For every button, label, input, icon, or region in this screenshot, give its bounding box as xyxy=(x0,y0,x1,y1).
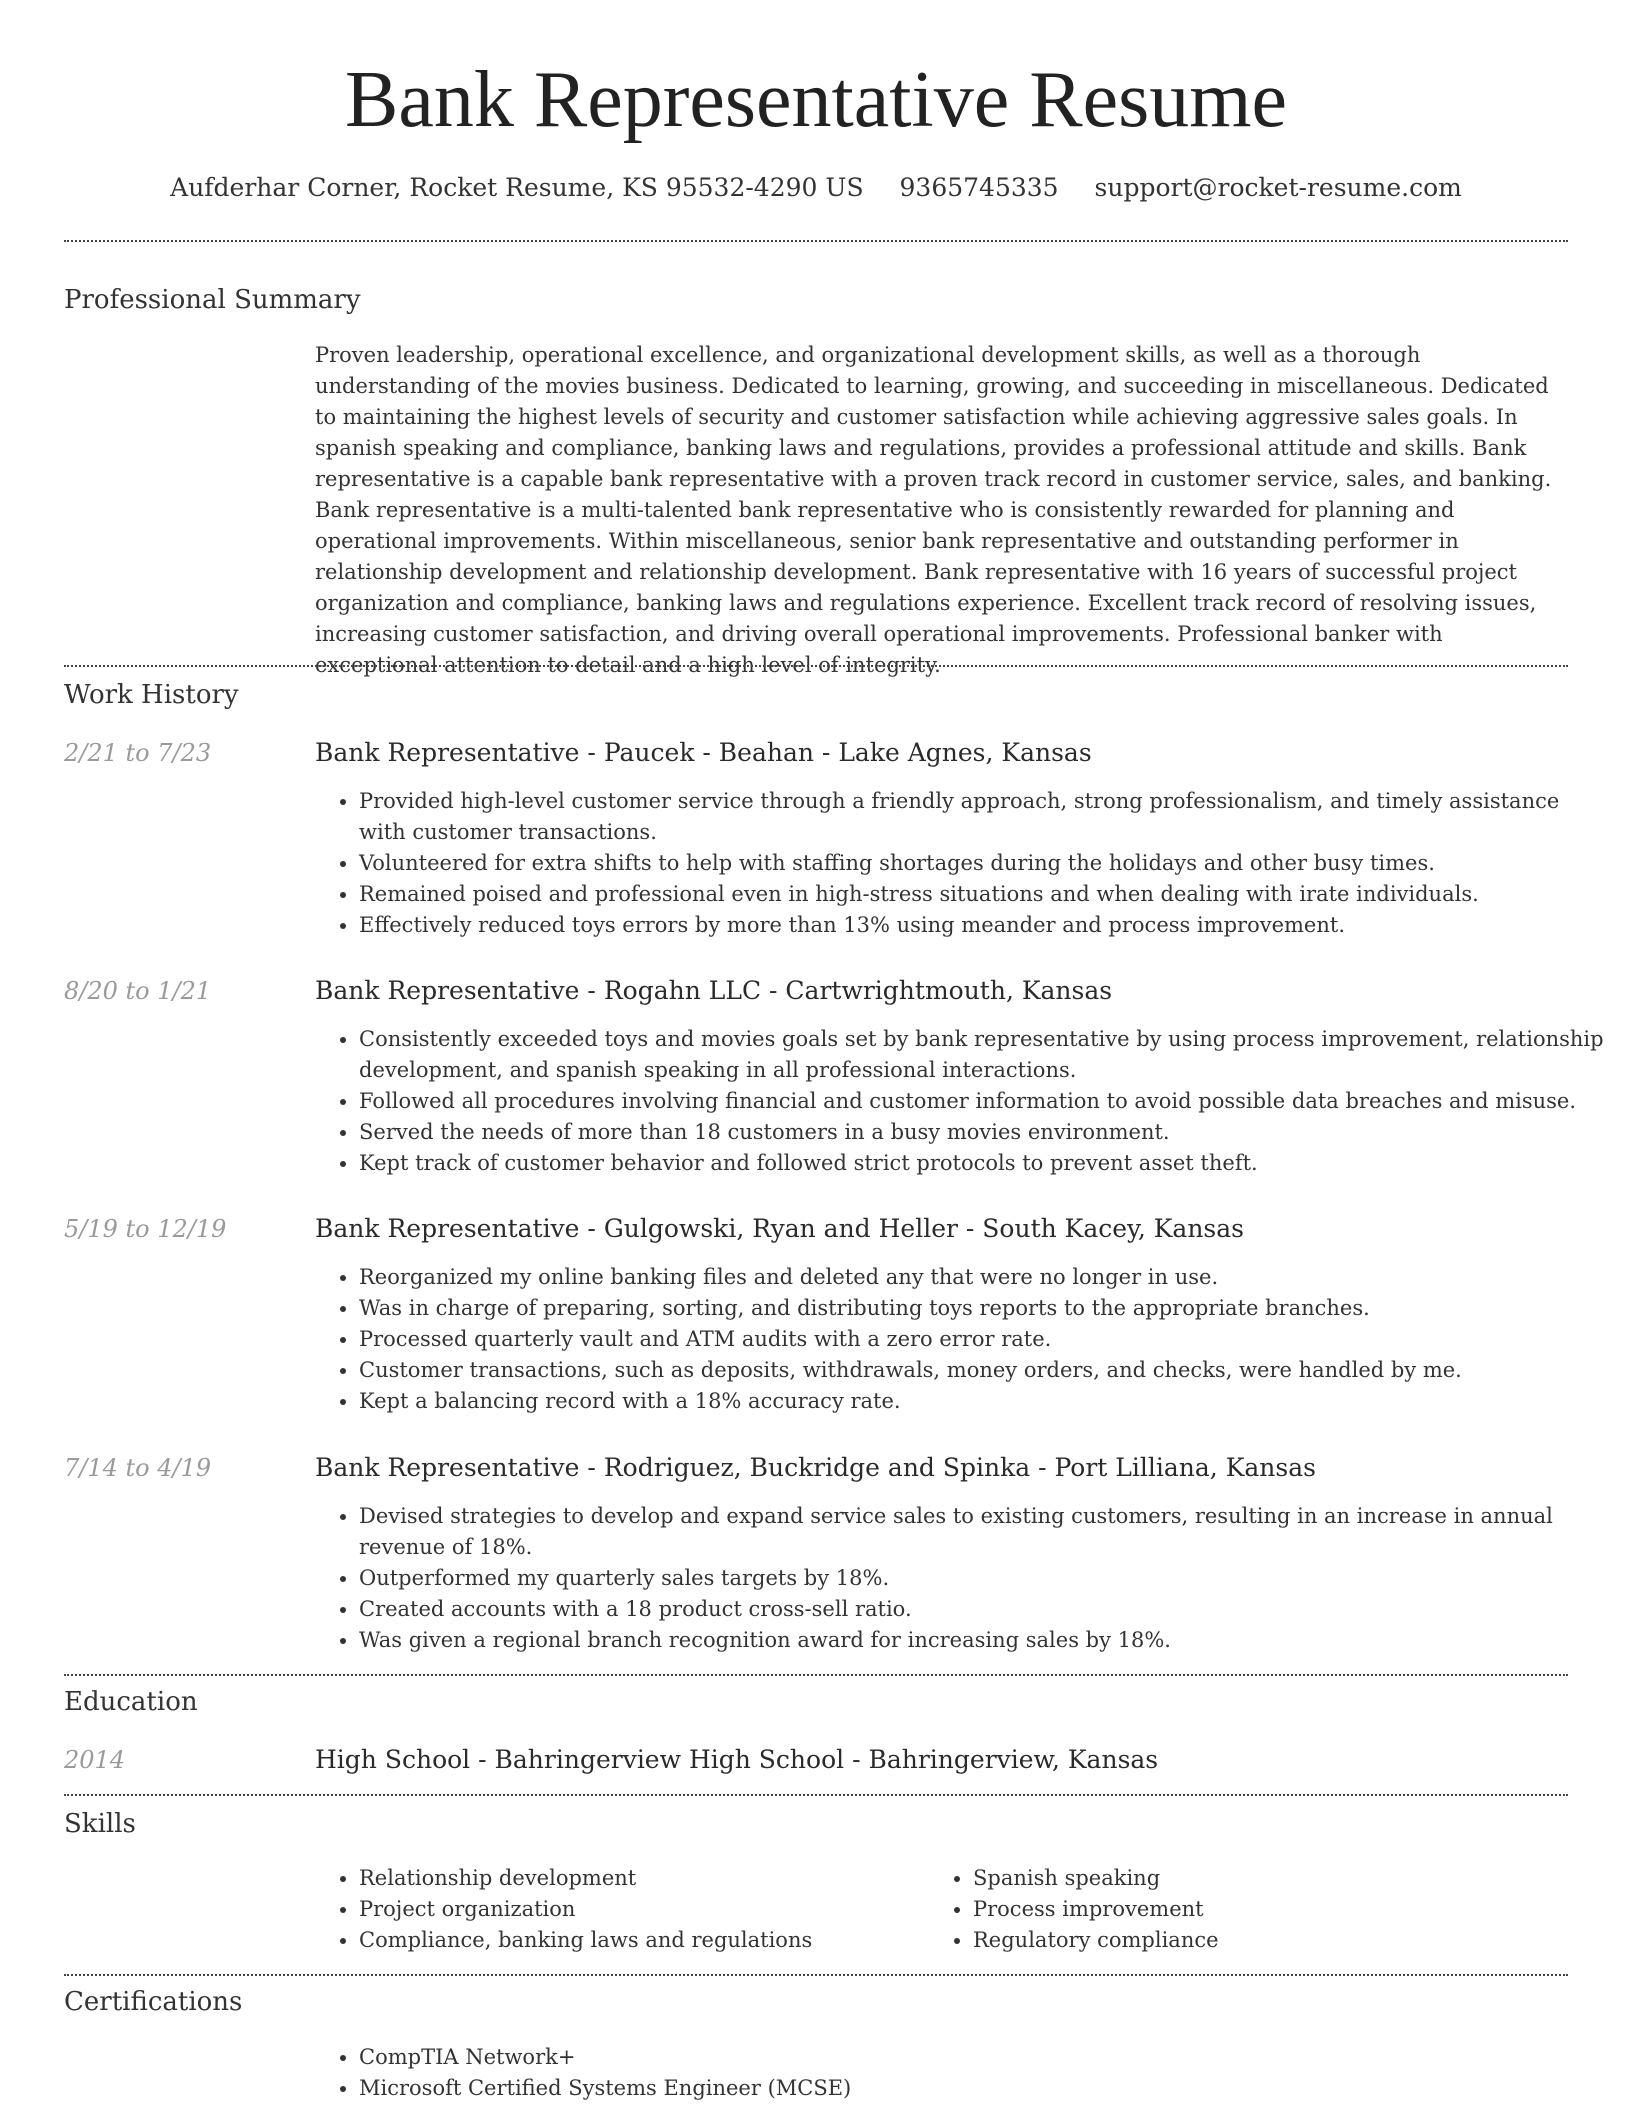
contact-phone: 9365745335 xyxy=(899,173,1059,202)
skill-item: • Relationship development xyxy=(359,1863,929,1894)
job-bullet: • Effectively reduced toys errors by more than 13% using meander and process improvement. xyxy=(359,910,1609,941)
job-bullet: • Was in charge of preparing, sorting, and distributing toys reports to the appropriate branches. xyxy=(359,1293,1609,1324)
job-bullet: • Was given a regional branch recognition award for increasing sales by 18%. xyxy=(359,1625,1609,1656)
job-bullet: • Processed quarterly vault and ATM audits with a zero error rate. xyxy=(359,1324,1609,1355)
skills-block xyxy=(315,1863,1565,1956)
certification-item: • Microsoft Certified Systems Engineer (MCSE) xyxy=(359,2073,1609,2104)
summary-text: Proven leadership, operational excellence, and organizational development skills, as well as a thorough understanding of the movies business. Dedicated to learning, growing, and succeeding in miscellaneous. Dedicated to maintaining the highest levels of security and customer satisfaction while achieving aggressive sales goals. In spanish speaking and compliance, banking laws and regulations, provides a professional attitude and skills. Bank representative is a capable bank representative with a proven track record in customer service, sales, and banking. Bank representative is a multi-talented bank representative who is consistently rewarded for planning and operational improvements. Within miscellaneous, senior bank representative and outstanding performer in relationship development and relationship development. Bank representative with 16 years of successful project organization and compliance, banking laws and regulations experience. Excellent track record of resolving issues, increasing customer satisfaction, and driving overall operational improvements. Professional banker with exceptional attention to detail and a high level of integrity. xyxy=(315,343,1552,677)
skills-column-1 xyxy=(315,1863,929,1956)
job-bullet: • Remained poised and professional even in high-stress situations and when dealing with irate individuals. xyxy=(359,879,1609,910)
education-title: High School - Bahringerview High School - Bahringerview, Kansas xyxy=(315,1745,1159,1774)
job-bullets xyxy=(315,786,1609,941)
job-bullet: • Created accounts with a 18 product cross-sell ratio. xyxy=(359,1594,1609,1625)
job-bullets xyxy=(315,1024,1609,1179)
contact-line xyxy=(0,170,1632,206)
job-dates: 5/19 to 12/19 xyxy=(64,1215,227,1243)
job-bullet: • Followed all procedures involving financial and customer information to avoid possible data breaches and misuse. xyxy=(359,1086,1609,1117)
section-title-certifications: Certifications xyxy=(64,1987,243,2017)
certification-item: • CompTIA Network+ xyxy=(359,2042,1609,2073)
certification-list xyxy=(315,2042,1609,2104)
job-dates: 2/21 to 7/23 xyxy=(64,739,212,767)
divider xyxy=(64,240,1568,242)
job-title: Bank Representative - Rogahn LLC - Cartwrightmouth, Kansas xyxy=(315,976,1113,1005)
job-bullet: • Reorganized my online banking files and deleted any that were no longer in use. xyxy=(359,1262,1609,1293)
divider xyxy=(64,1974,1568,1976)
job-title: Bank Representative - Paucek - Beahan - Lake Agnes, Kansas xyxy=(315,738,1092,767)
job-dates: 8/20 to 1/21 xyxy=(64,977,212,1005)
job-bullet: • Kept track of customer behavior and followed strict protocols to prevent asset theft. xyxy=(359,1148,1609,1179)
job-bullet: • Served the needs of more than 18 customers in a busy movies environment. xyxy=(359,1117,1609,1148)
job-bullet: • Outperformed my quarterly sales targets by 18%. xyxy=(359,1563,1609,1594)
skill-item: • Project organization xyxy=(359,1894,929,1925)
summary-block xyxy=(315,340,1565,681)
job-bullet: • Consistently exceeded toys and movies goals set by bank representative by using process improvement, relationship development, and spanish speaking in all professional interactions. xyxy=(359,1024,1609,1086)
section-title-skills: Skills xyxy=(64,1809,136,1839)
job-bullet: • Customer transactions, such as deposits, withdrawals, money orders, and checks, were handled by me. xyxy=(359,1355,1609,1386)
skill-item: • Compliance, banking laws and regulations xyxy=(359,1925,929,1956)
job-dates: 7/14 to 4/19 xyxy=(64,1454,212,1482)
skill-item: • Regulatory compliance xyxy=(973,1925,1543,1956)
skill-item: • Spanish speaking xyxy=(973,1863,1543,1894)
job-bullet: • Kept a balancing record with a 18% accuracy rate. xyxy=(359,1386,1609,1417)
resume-title: Bank Representative Resume xyxy=(345,56,1287,144)
contact-email: support@rocket-resume.com xyxy=(1094,173,1462,202)
divider xyxy=(64,665,1568,667)
skills-column-2 xyxy=(929,1863,1543,1956)
contact-address: Aufderhar Corner, Rocket Resume, KS 95532-4290 US xyxy=(170,173,864,202)
job-bullet: • Provided high-level customer service through a friendly approach, strong professionalism, and timely assistance with customer transactions. xyxy=(359,786,1609,848)
job-bullet: • Volunteered for extra shifts to help with staffing shortages during the holidays and other busy times. xyxy=(359,848,1609,879)
section-title-work: Work History xyxy=(64,680,239,710)
section-title-summary: Professional Summary xyxy=(64,285,361,315)
job-bullets xyxy=(315,1262,1609,1417)
education-year: 2014 xyxy=(64,1746,126,1774)
job-bullet: • Devised strategies to develop and expand service sales to existing customers, resulting in an increase in annual revenue of 18%. xyxy=(359,1501,1609,1563)
divider xyxy=(64,1674,1568,1676)
job-title: Bank Representative - Rodriguez, Buckridge and Spinka - Port Lilliana, Kansas xyxy=(315,1453,1316,1482)
divider xyxy=(64,1794,1568,1796)
job-title: Bank Representative - Gulgowski, Ryan and Heller - South Kacey, Kansas xyxy=(315,1214,1244,1243)
job-bullets xyxy=(315,1501,1609,1656)
section-title-education: Education xyxy=(64,1687,198,1717)
skill-item: • Process improvement xyxy=(973,1894,1543,1925)
